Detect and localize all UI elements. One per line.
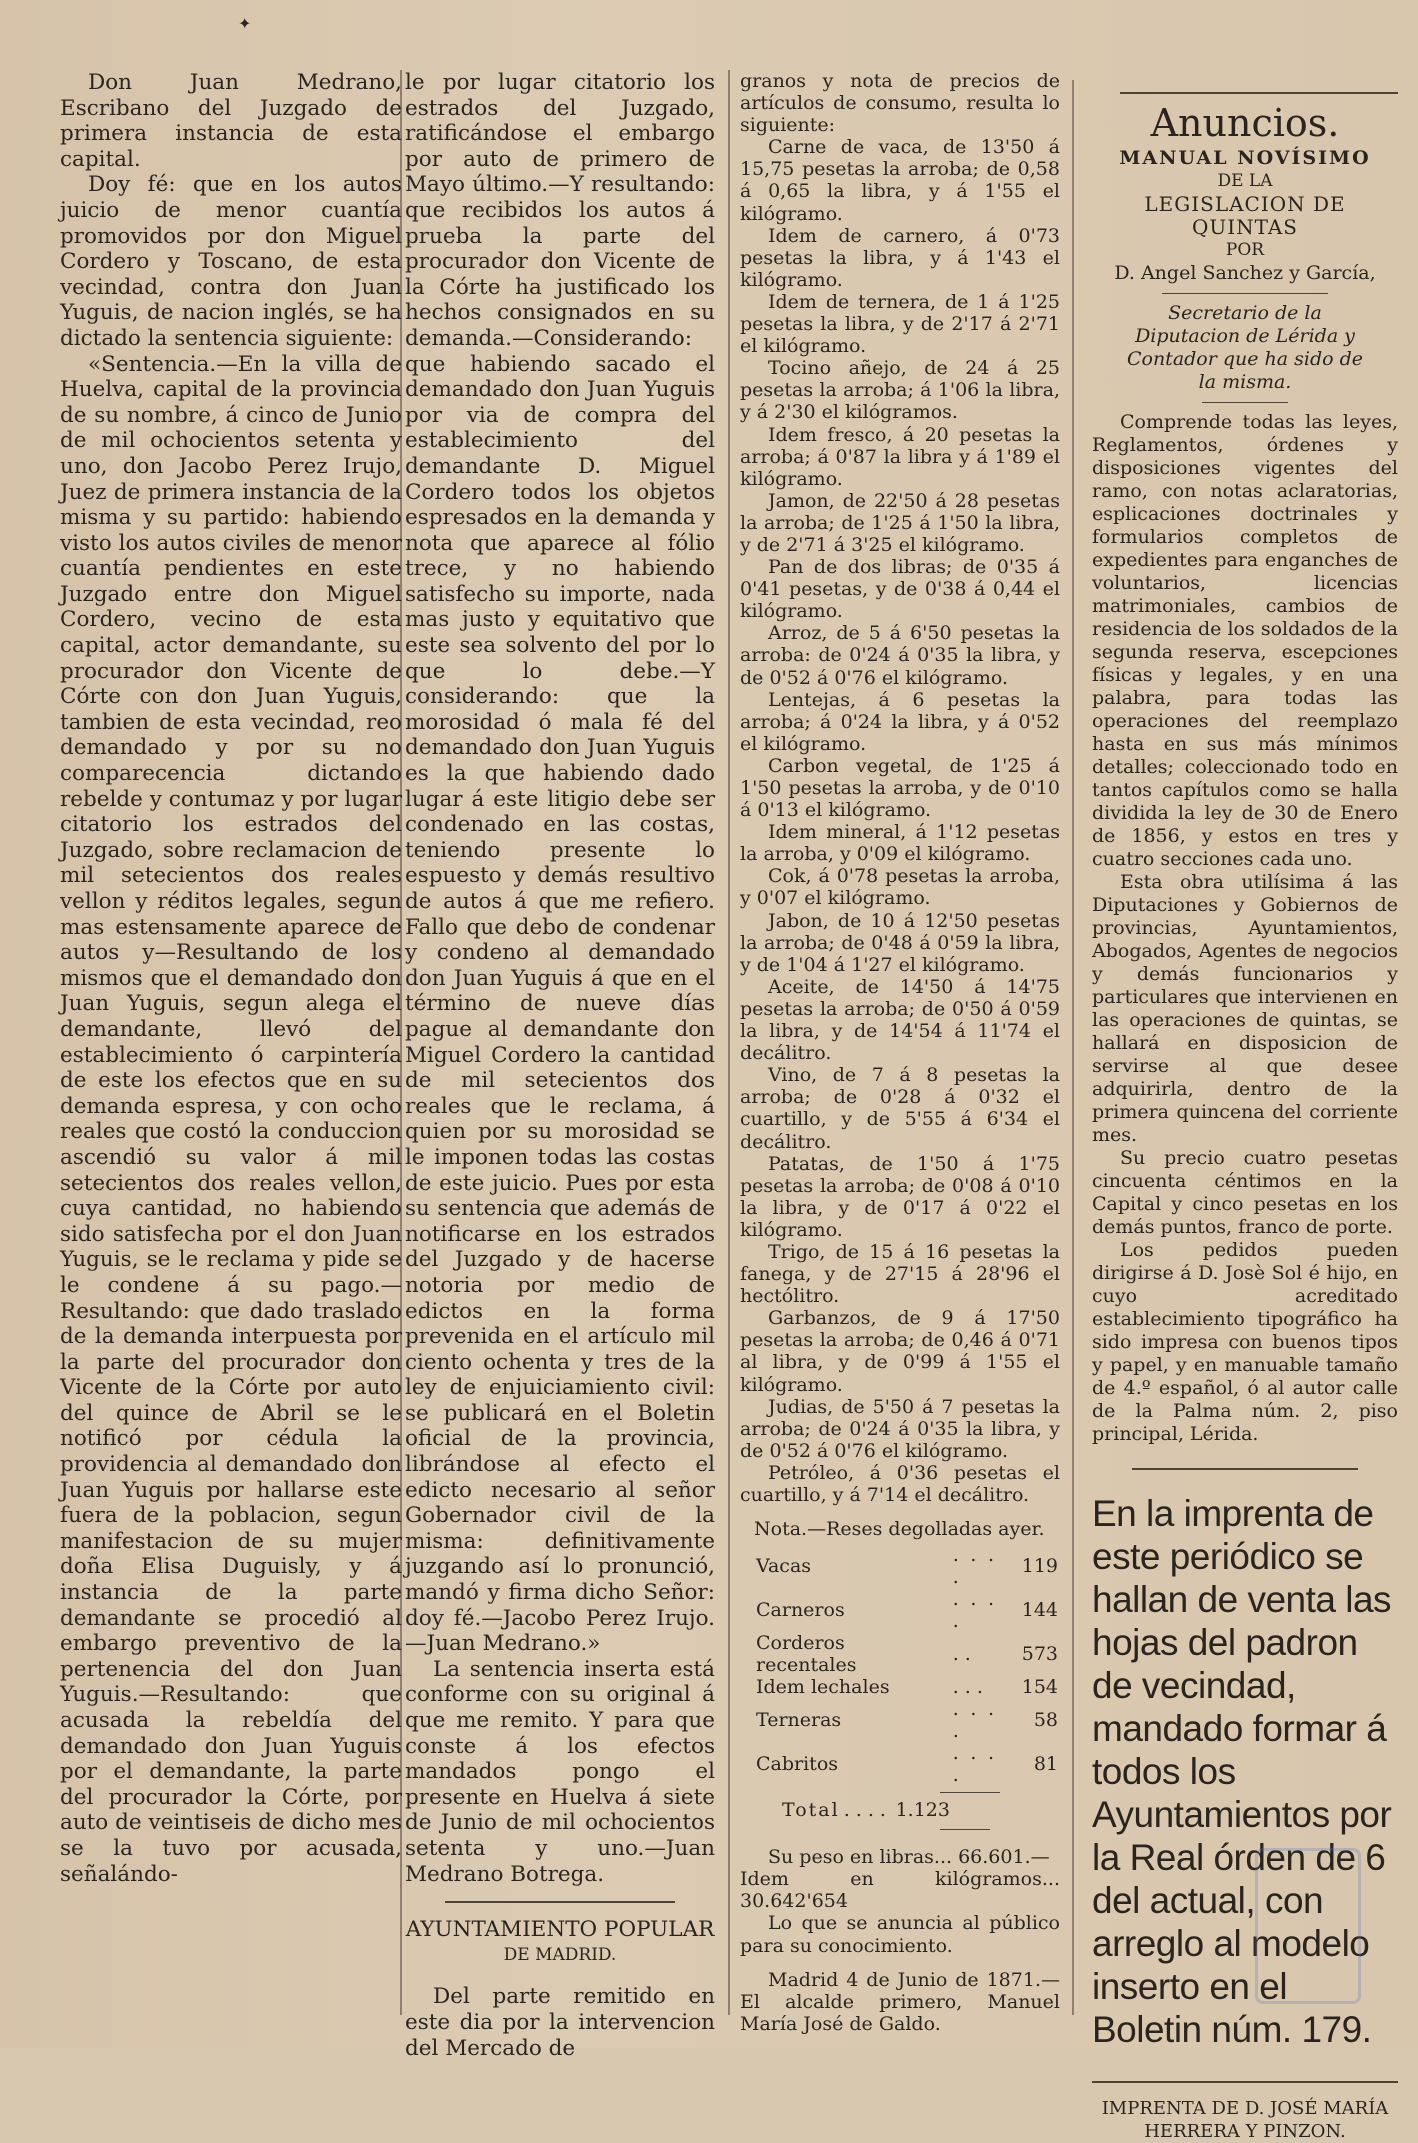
bottom-rule <box>1092 2081 1398 2083</box>
page-mark: ✦ <box>238 14 252 33</box>
price-item: Judias, de 5'50 á 7 pesetas la arroba; de 0'24 á 0'35 la libra, y de 0'52 á 0'76 el kilógramo. <box>740 1395 1060 1462</box>
price-item: Carne de vaca, de 13'50 á 15,75 pesetas la arroba; de 0,58 á 0,65 la libra, y á 1'55 el kilógramo. <box>740 136 1060 225</box>
prices-intro: granos y nota de precios de artículos de consumo, resulta lo siguiente: <box>740 70 1060 137</box>
column-rule <box>728 70 730 2015</box>
price-item: Idem de ternera, de 1 á 1'25 pesetas la libra, y de 2'17 á 2'71 el kilógramo. <box>740 290 1060 358</box>
column-rule <box>1072 80 1074 2015</box>
legislacion-title: LEGISLACION DE QUINTAS <box>1144 192 1346 239</box>
por-label: POR <box>1225 240 1265 260</box>
big-notice: En la imprenta de este periódico se hallan de venta las hojas del padron de vecindad, mandado formar á todos los Ayuntamientos por la Real órden de 6 del actual, con arreglo al modelo inserto en el Boletin núm. 179. <box>1092 1493 1392 2050</box>
row-label: Vacas <box>756 1555 812 1578</box>
total-value: 1.123 <box>895 1799 950 1822</box>
table-row: Carneros . . . . 144 <box>756 1588 1058 1633</box>
row-value: 119 <box>1021 1555 1058 1578</box>
signature: Madrid 4 de Junio de 1871.—El alcalde primero, Manuel María José de Galdo. <box>740 1968 1060 2035</box>
price-item: Carbon vegetal, de 1'25 á 1'50 pesetas la arroba, y de 0'10 á 0'13 el kilógramo. <box>740 754 1060 822</box>
total-divider <box>940 1829 990 1830</box>
ad-paragraph: Su precio cuatro pesetas cincuenta céntimos en la Capital y cinco pesetas en los demás puntos, franco de porte. <box>1092 1147 1398 1238</box>
author-name: D. Angel Sanchez y García, <box>1114 262 1376 284</box>
column-4 <box>1092 92 1398 2143</box>
price-item: Trigo, de 15 á 16 pesetas la fanega, y de 27'15 á 28'96 el hectólitro. <box>740 1240 1060 1308</box>
price-item: Idem de carnero, á 0'73 pesetas la libra, y á 1'43 el kilógramo. <box>740 224 1060 291</box>
ad-paragraph: Esta obra utilísima á las Diputaciones y Gobiernos de provincias, Ayuntamientos, Abogados, Agentes de negocios y demás funcionarios y particulares que intervienen en las operaciones de quintas, se hallará en disposicion de servirse al que desee adquirirla, dentro de la primera quincena del corriente mes. <box>1092 871 1398 1146</box>
total-row: Total . . . . 1.123 <box>782 1799 950 1822</box>
price-item: Tocino añejo, de 24 á 25 pesetas la arroba; á 1'06 la libra, y á 2'30 el kilógramos. <box>740 357 1060 424</box>
author-divider <box>1162 293 1328 294</box>
price-item: Lentejas, á 6 pesetas la arroba; á 0'24 la libra, y á 0'52 el kilógramo. <box>740 688 1060 755</box>
edict-header: Don Juan Medrano, Escribano del Juzgado de primera instancia de esta capital. <box>60 70 402 172</box>
ayuntamiento-heading: AYUNTAMIENTO POPULAR <box>405 1917 715 1943</box>
row-label: Carneros <box>756 1599 845 1622</box>
price-item: Idem mineral, á 1'12 pesetas la arroba, y 0'09 el kilógramo. <box>740 821 1060 866</box>
row-label: Terneras <box>756 1709 842 1732</box>
author-role: Secretario de la Diputacion de Lérida y Contador que ha sido de la misma. <box>1126 302 1364 393</box>
price-item: Jamon, de 22'50 á 28 pesetas la arroba; de 1'25 á 1'50 la libra, y de 2'71 á 3'25 el kilógramo. <box>740 489 1060 556</box>
library-stamp <box>1255 1848 1361 2004</box>
row-value: 81 <box>1033 1753 1058 1776</box>
nota-title: Nota.—Reses degolladas ayer. <box>754 1518 1045 1541</box>
price-item: Garbanzos, de 9 á 17'50 pesetas la arroba; de 0,46 á 0'71 al libra, y de 0'99 á 1'55 el kilógramo. <box>740 1307 1060 1396</box>
total-label: Total <box>782 1799 840 1822</box>
ayuntamiento-subheading: DE MADRID. <box>503 1944 617 1965</box>
price-item: Patatas, de 1'50 á 1'75 pesetas la arroba; de 0'08 á 0'10 la libra, y de 0'17 á 0'22 el kilógramo. <box>740 1152 1060 1241</box>
price-item: Vino, de 7 á 8 pesetas la arroba; de 0'28 á 0'32 el cuartillo, y de 5'55 á 6'34 el decálitro. <box>740 1064 1060 1153</box>
certification-text: La sentencia inserta está conforme con su original á que me remito. Y para que conste á los efectos mandados pongo el presente en Huelva á siete de Junio de mil ochocientos setenta y uno.—Juan Medrano Botrega. <box>405 1656 715 1887</box>
column-3 <box>740 70 1060 2035</box>
manual-title: MANUAL NOVÍSIMO <box>1119 147 1371 169</box>
table-row: Idem lechales . . . 154 <box>756 1676 1058 1699</box>
column-2 <box>405 70 715 2061</box>
ad-divider <box>1132 1468 1358 1470</box>
price-item: Idem fresco, á 20 pesetas la arroba; á 0'87 la libra y á 1'89 el kilógramo. <box>740 423 1060 490</box>
ads-title: Anuncios. <box>1150 101 1340 145</box>
price-item: Arroz, de 5 á 6'50 pesetas la arroba: de 0'24 á 0'35 la libra, y de 0'52 á 0'76 el kilógramo. <box>740 622 1060 689</box>
price-item: Petróleo, á 0'36 pesetas el cuartillo, y á 7'14 el decálitro. <box>740 1461 1060 1506</box>
table-row: Terneras . . . . 58 <box>756 1698 1058 1743</box>
imprenta-credit: IMPRENTA DE D. JOSÉ MARÍA HERRERA Y PINZON. <box>1101 2098 1389 2142</box>
total-table <box>780 1799 952 1821</box>
ad-paragraph: Comprende todas las leyes, Reglamentos, órdenes y disposiciones vigentes del ramo, con notas aclaratorias, esplicaciones doctrinales y formularios completos de expedientes para enganches de voluntarios, licencias matrimoniales, cambios de residencia de los soldados de la segunda reserva, escepciones físicas y legales, y en una palabra, para todas las operaciones del reemplazo hasta en sus más mínimos detalles; coleccionado todo en tantos capítulos como se halla dividida la ley de 30 de Enero de 1856, y estos en tres y cuatro secciones cada uno. <box>1092 411 1398 870</box>
edict-paragraph: Doy fé: que en los autos juicio de menor cuantía promovidos por don Miguel Cordero y Toscano, de esta vecindad, contra don Juan Yuguis, de nacion inglés, se ha dictado la sentencia siguiente: <box>60 172 402 351</box>
ayuntamiento-intro: Del parte remitido en este dia por la intervencion del Mercado de <box>405 1984 715 2061</box>
price-item: Jabon, de 10 á 12'50 pesetas la arroba; de 0'48 á 0'59 la libra, y de 1'04 á 1'27 el kilógramo. <box>740 909 1060 976</box>
table-row: Vacas . . . . 119 <box>756 1544 1058 1589</box>
table-row: Cabritos . . . . 81 <box>756 1742 1058 1787</box>
top-rule <box>1120 92 1398 94</box>
row-label: Cabritos <box>756 1753 839 1776</box>
row-label: Idem lechales <box>756 1676 890 1699</box>
row-value: 58 <box>1033 1709 1058 1732</box>
row-value: 154 <box>1021 1676 1058 1699</box>
peso-kilos: Idem en kilógramos... 30.642'654 <box>740 1868 1060 1913</box>
section-divider <box>445 1901 675 1903</box>
price-item: Aceite, de 14'50 á 14'75 pesetas la arroba; de 0'50 á 0'59 la libra, y de 14'54 á 11'74 el decálitro. <box>740 975 1060 1065</box>
sentence-text: «Sentencia.—En la villa de Huelva, capital de la provincia de su nombre, á cinco de Junio de mil ochocientos setenta y uno, don Jacobo Perez Irujo, Juez de primera instancia de la misma y su partido: habiendo visto los autos civiles de menor cuantía pendientes en este Juzgado entre don Miguel Cordero, vecino de esta capital, actor demandante, su procurador don Vicente de Córte con don Juan Yuguis, tambien de esta vecindad, reo demandado y por su no comparecencia dictando rebelde y contumaz y por lugar citatorio los estrados del Juzgado, sobre reclamacion de mil setecientos dos reales vellon y réditos legales, segun mas estensamente aparece de autos y—Resultando de los mismos que el demandado don Juan Yuguis, segun alega el demandante, llevó del establecimiento ó carpintería de este los efectos que en su demanda espresa, y con ocho reales que costó la conduccion ascendió su valor á mil setecientos dos reales vellon, cuya cantidad, no habiendo sido satisfecha por el don Juan Yuguis, se le reclama y pide se le condene á su pago.—Resultando: que dado traslado de la demanda interpuesta por la parte del procurador don Vicente de la Córte por auto del quince de Abril se le notificó por cédula la providencia al demandado don Juan Yuguis por hallarse este fuera de la poblacion, segun manifestacion de su mujer doña Elisa Duguisly, y á instancia de la parte demandante se procedió al embargo preventivo de la pertenencia del don Juan Yuguis.—Resultando: que acusada la rebeldía del demandado don Juan Yuguis por el demandante, la parte del procurador la Córte, por auto de veintiseis de dicho mes se la tuvo por acusada, señalándo- <box>60 351 402 1887</box>
row-value: 573 <box>1021 1643 1058 1666</box>
column-1 <box>60 70 402 1887</box>
row-label: Corderos recentales <box>756 1632 857 1677</box>
table-row: Corderos recentales . . 573 <box>756 1632 1058 1677</box>
nota-table <box>754 1544 1060 1786</box>
peso-libras: Su peso en libras... 66.601.— <box>768 1846 1050 1869</box>
de-la: DE LA <box>1217 171 1273 191</box>
price-item: Pan de dos libras; de 0'35 á 0'41 pesetas, y de 0'38 á 0,44 el kilógramo. <box>740 556 1060 623</box>
price-item: Cok, á 0'78 pesetas la arroba, y 0'07 el kilógramo. <box>740 865 1060 910</box>
sentence-continuation: le por lugar citatorio los estrados del Juzgado, ratificándose el embargo por auto de primero de Mayo último.—Y resultando: que recibidos los autos á prueba la parte del procurador don Vicente de la Córte ha justificado los hechos consignados en su demanda.—Considerando: que habiendo sacado el demandado don Juan Yuguis por via de compra del establecimiento del demandante D. Miguel Cordero todos los objetos espresados en la demanda y nota que aparece al fólio trece, y no habiendo satisfecho su importe, nada mas justo y equitativo que este sea solvento del por lo que lo debe.—Y considerando: que la morosidad ó mala fé del demandado don Juan Yuguis es la que habiendo dado lugar á este litigio debe ser condenado en las costas, teniendo presente lo espuesto y demás resultivo de autos á que me refiero. Fallo que debo de condenar y condeno al demandado don Juan Yuguis á que en el término de nueve días pague al demandante don Miguel Cordero la cantidad de mil setecientos dos reales que le reclama, á quien por su morosidad se le imponen todas las costas de este juicio. Pues por esta su sentencia que además de notificarse en los estrados del Juzgado y de hacerse notoria por medio de edictos en la forma prevenida en el artículo mil ciento ochenta y tres de la ley de enjuiciamiento civil: se publicará en el Boletin oficial de la provincia, librándose al efecto el edicto necesario al señor Gobernador civil de la misma: definitivamente juzgando así lo pronunció, mandó y firma dicho Señor: doy fé.—Jacobo Perez Irujo.—Juan Medrano.» <box>405 70 715 1657</box>
total-divider <box>940 1792 1000 1793</box>
anuncia-text: Lo que se anuncia al público para su conocimiento. <box>740 1912 1060 1957</box>
role-divider <box>1202 402 1288 403</box>
ad-paragraph: Los pedidos pueden dirigirse á D. Josè Sol é hijo, en cuyo acreditado establecimiento tipográfico ha sido impresa con buenos tipos y papel, y en manuable tamaño de 4.º español, ó al autor calle de la Palma núm. 2, piso principal, Lérida. <box>1092 1239 1398 1445</box>
row-value: 144 <box>1021 1599 1058 1622</box>
